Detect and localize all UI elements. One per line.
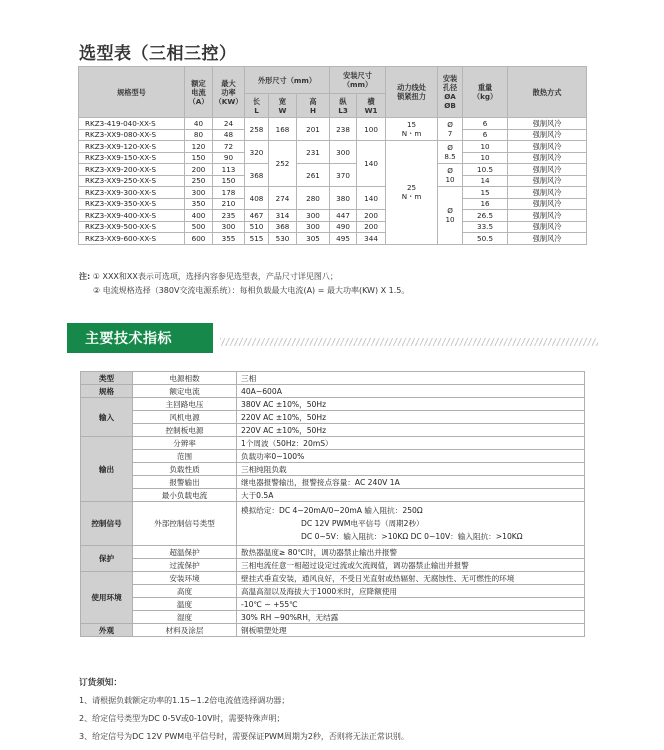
header-torque: 动力线处 锁紧扭力: [386, 67, 438, 118]
spec-item: 安装环境: [133, 572, 237, 585]
selection-table: [78, 66, 587, 245]
spec-item: 控制板电源: [133, 424, 237, 437]
spec-category: 规格: [81, 385, 133, 398]
header-cooling: 散热方式: [508, 67, 587, 118]
header-model: 规格型号: [79, 67, 185, 118]
note-line-2: ② 电流规格选择（380V交流电源系统）：每相负载最大电流(A) = 最大功率(KW) X 1.5。: [93, 286, 410, 295]
spec-row: [81, 611, 585, 624]
cell-cooling: 强制风冷: [508, 141, 587, 153]
cell-current: 120: [185, 141, 213, 153]
cell-weight: 33.5: [463, 221, 508, 233]
cell-weight: 14: [463, 175, 508, 187]
header-height: 高 H: [297, 94, 330, 118]
cell-weight: 10: [463, 152, 508, 164]
cell-current: 300: [185, 187, 213, 199]
spec-value: 三相纯阻负载: [237, 463, 585, 476]
spec-value: 高温高湿以及海拔大于1000米时，应降额使用: [237, 585, 585, 598]
spec-row: [81, 424, 585, 437]
cell-current: 80: [185, 129, 213, 141]
cell-weight: 6: [463, 129, 508, 141]
spec-row: [81, 450, 585, 463]
spec-item: 范围: [133, 450, 237, 463]
spec-row: [81, 437, 585, 450]
cell-hole: Ø 10: [438, 187, 463, 245]
cell-model: RKZ3-XX9-600-XX-S: [79, 233, 185, 245]
spec-category: 外观: [81, 624, 133, 637]
spec-category: 保护: [81, 546, 133, 572]
cell-cooling: 强制风冷: [508, 152, 587, 164]
cell-weight: 50.5: [463, 233, 508, 245]
cell-cooling: 强制风冷: [508, 187, 587, 199]
spec-item: 温度: [133, 598, 237, 611]
spec-row: [81, 546, 585, 559]
cell-current: 350: [185, 198, 213, 210]
header-length: 长 L: [245, 94, 269, 118]
cell-vertical: 300: [330, 141, 357, 164]
spec-table: [80, 371, 585, 637]
cell-horizontal: 200: [357, 221, 386, 233]
spec-item: 超温保护: [133, 546, 237, 559]
cell-weight: 26.5: [463, 210, 508, 222]
spec-row: [81, 624, 585, 637]
cell-length: 515: [245, 233, 269, 245]
spec-value: 壁挂式垂直安装，通风良好，不受日光直射或热辐射、无腐蚀性、无可燃性的环境: [237, 572, 585, 585]
spec-row: [81, 585, 585, 598]
table-row: [79, 164, 587, 176]
header-mount-dimensions: 安装尺寸 （mm）: [330, 67, 386, 94]
spec-row: [81, 372, 585, 385]
cell-length: 510: [245, 221, 269, 233]
cell-vertical: 370: [330, 164, 357, 187]
cell-weight: 15: [463, 187, 508, 199]
spec-item: 最小负载电流: [133, 489, 237, 502]
cell-vertical: 238: [330, 118, 357, 141]
cell-model: RKZ3-419-040-XX-S: [79, 118, 185, 130]
cell-torque: 15 N・m: [386, 118, 438, 141]
cell-weight: 16: [463, 198, 508, 210]
note-line-1: 注: ① XXX和XX表示可选项，选择内容参见选型表，产品尺寸详见图八；: [79, 272, 338, 281]
spec-item: 湿度: [133, 611, 237, 624]
header-vertical: 纵 L3: [330, 94, 357, 118]
cell-weight: 6: [463, 118, 508, 130]
cell-power: 355: [213, 233, 245, 245]
table-header-row: [79, 67, 587, 94]
banner-hatch-divider: [220, 338, 598, 346]
cell-length: 467: [245, 210, 269, 222]
spec-row: [81, 411, 585, 424]
cell-power: 48: [213, 129, 245, 141]
spec-item: 外部控制信号类型: [133, 502, 237, 546]
cell-model: RKZ3-XX9-500-XX-S: [79, 221, 185, 233]
cell-model: RKZ3-XX9-150-XX-S: [79, 152, 185, 164]
cell-horizontal: 344: [357, 233, 386, 245]
spec-row: [81, 489, 585, 502]
cell-hole: Ø 10: [438, 164, 463, 187]
spec-value: 三相: [237, 372, 585, 385]
spec-category: 输出: [81, 437, 133, 502]
header-hole: 安装 孔径 ØA ØB: [438, 67, 463, 118]
cell-height: 300: [297, 210, 330, 222]
cell-model: RKZ3-XX9-250-XX-S: [79, 175, 185, 187]
spec-item: 风机电源: [133, 411, 237, 424]
cell-model: RKZ3-XX9-350-XX-S: [79, 198, 185, 210]
cell-height: 261: [297, 164, 330, 187]
header-width: 宽 W: [269, 94, 297, 118]
spec-item: 材料及涂层: [133, 624, 237, 637]
header-horizontal: 横 W1: [357, 94, 386, 118]
cell-power: 72: [213, 141, 245, 153]
order-notes: [79, 674, 409, 746]
cell-height: 305: [297, 233, 330, 245]
spec-value: 散热器温度≥ 80℃时，调功器禁止输出并报警: [237, 546, 585, 559]
cell-length: 408: [245, 187, 269, 210]
spec-row: [81, 559, 585, 572]
table-row: [79, 233, 587, 245]
spec-row: [81, 463, 585, 476]
spec-item: 高度: [133, 585, 237, 598]
order-item: 3、给定信号为DC 12V PWM电平信号时，需要保证PWM周期为2秒，否则将无法正常识别。: [79, 732, 409, 741]
cell-cooling: 强制风冷: [508, 118, 587, 130]
cell-weight: 10: [463, 141, 508, 153]
cell-width: 168: [269, 118, 297, 141]
spec-item: 额定电流: [133, 385, 237, 398]
cell-height: 300: [297, 221, 330, 233]
cell-hole: Ø 8.5: [438, 141, 463, 164]
spec-section-banner: 主要技术指标: [67, 323, 213, 353]
cell-power: 90: [213, 152, 245, 164]
cell-width: 314: [269, 210, 297, 222]
spec-row: [81, 385, 585, 398]
spec-item: 报警输出: [133, 476, 237, 489]
cell-width: 368: [269, 221, 297, 233]
table-row: [79, 141, 587, 153]
cell-width: 530: [269, 233, 297, 245]
selection-table-title: 选型表（三相三控）: [79, 44, 237, 64]
cell-cooling: 强制风冷: [508, 129, 587, 141]
table-row: [79, 118, 587, 130]
cell-power: 210: [213, 198, 245, 210]
cell-height: 201: [297, 118, 330, 141]
spec-row: [81, 476, 585, 489]
cell-power: 235: [213, 210, 245, 222]
spec-category: 使用环境: [81, 572, 133, 624]
spec-value: 三相电流任意一相超过设定过流或欠流阀值，调功器禁止输出并报警: [237, 559, 585, 572]
spec-category: 类型: [81, 372, 133, 385]
selection-notes: [79, 270, 409, 298]
spec-value: 220V AC ±10%，50Hz: [237, 411, 585, 424]
cell-length: 258: [245, 118, 269, 141]
cell-horizontal: 100: [357, 118, 386, 141]
cell-model: RKZ3-XX9-300-XX-S: [79, 187, 185, 199]
cell-cooling: 强制风冷: [508, 198, 587, 210]
cell-vertical: 447: [330, 210, 357, 222]
cell-cooling: 强制风冷: [508, 175, 587, 187]
cell-cooling: 强制风冷: [508, 221, 587, 233]
order-item: 2、给定信号类型为DC 0-5V或0-10V时，需要特殊声明；: [79, 714, 285, 723]
order-item: 1、请根据负载额定功率的1.15~1.2倍电流值选择调功器；: [79, 696, 290, 705]
cell-power: 300: [213, 221, 245, 233]
cell-power: 178: [213, 187, 245, 199]
cell-power: 150: [213, 175, 245, 187]
cell-height: 231: [297, 141, 330, 164]
cell-horizontal: 200: [357, 210, 386, 222]
cell-vertical: 495: [330, 233, 357, 245]
cell-current: 250: [185, 175, 213, 187]
cell-current: 200: [185, 164, 213, 176]
spec-value: 1个周波（50Hz：20mS）: [237, 437, 585, 450]
cell-height: 280: [297, 187, 330, 210]
spec-row: [81, 598, 585, 611]
cell-horizontal: 140: [357, 141, 386, 187]
cell-cooling: 强制风冷: [508, 210, 587, 222]
order-heading: 订货须知：: [79, 678, 122, 688]
spec-value: 负载功率0~100%: [237, 450, 585, 463]
spec-category: 输入: [81, 398, 133, 437]
spec-item: 分辨率: [133, 437, 237, 450]
spec-value: 30% RH ~90%RH，无结露: [237, 611, 585, 624]
cell-horizontal: 140: [357, 187, 386, 210]
cell-vertical: 380: [330, 187, 357, 210]
cell-current: 600: [185, 233, 213, 245]
spec-value: 大于0.5A: [237, 489, 585, 502]
spec-row: [81, 398, 585, 411]
cell-vertical: 490: [330, 221, 357, 233]
spec-value: 380V AC ±10%，50Hz: [237, 398, 585, 411]
header-max-power: 最大 功率 （KW）: [213, 67, 245, 118]
spec-item: 电源相数: [133, 372, 237, 385]
cell-power: 24: [213, 118, 245, 130]
spec-item: 主回路电压: [133, 398, 237, 411]
cell-current: 150: [185, 152, 213, 164]
spec-value: 钢板喷塑处理: [237, 624, 585, 637]
cell-model: RKZ3-XX9-400-XX-S: [79, 210, 185, 222]
header-weight: 重量 （kg）: [463, 67, 508, 118]
header-dimensions: 外形尺寸（mm）: [245, 67, 330, 94]
cell-hole: Ø 7: [438, 118, 463, 141]
cell-power: 113: [213, 164, 245, 176]
cell-torque: 25 N・m: [386, 141, 438, 245]
spec-row: [81, 572, 585, 585]
spec-value: 40A~600A: [237, 385, 585, 398]
spec-value: 模拟给定：DC 4~20mA/0~20mA 输入阻抗：250Ω DC 12V PWM电平信号（周期2秒） DC 0~5V：输入阻抗：>10KΩ DC 0~10V：输入阻抗：>10KΩ: [237, 502, 585, 546]
cell-width: 274: [269, 187, 297, 210]
cell-model: RKZ3-XX9-120-XX-S: [79, 141, 185, 153]
cell-weight: 10.5: [463, 164, 508, 176]
spec-value: -10℃ ~ +55℃: [237, 598, 585, 611]
cell-width: 252: [269, 141, 297, 187]
cell-cooling: 强制风冷: [508, 164, 587, 176]
spec-value: 220V AC ±10%，50Hz: [237, 424, 585, 437]
cell-length: 320: [245, 141, 269, 164]
spec-row: [81, 502, 585, 546]
cell-cooling: 强制风冷: [508, 233, 587, 245]
table-row: [79, 187, 587, 199]
table-row: [79, 210, 587, 222]
cell-current: 400: [185, 210, 213, 222]
cell-current: 40: [185, 118, 213, 130]
cell-model: RKZ3-XX9-080-XX-S: [79, 129, 185, 141]
header-rated-current: 额定 电流 （A）: [185, 67, 213, 118]
table-row: [79, 221, 587, 233]
spec-item: 负载性质: [133, 463, 237, 476]
spec-category: 控制信号: [81, 502, 133, 546]
cell-current: 500: [185, 221, 213, 233]
cell-length: 368: [245, 164, 269, 187]
spec-item: 过流保护: [133, 559, 237, 572]
cell-model: RKZ3-XX9-200-XX-S: [79, 164, 185, 176]
spec-value: 继电器报警输出，报警接点容量：AC 240V 1A: [237, 476, 585, 489]
